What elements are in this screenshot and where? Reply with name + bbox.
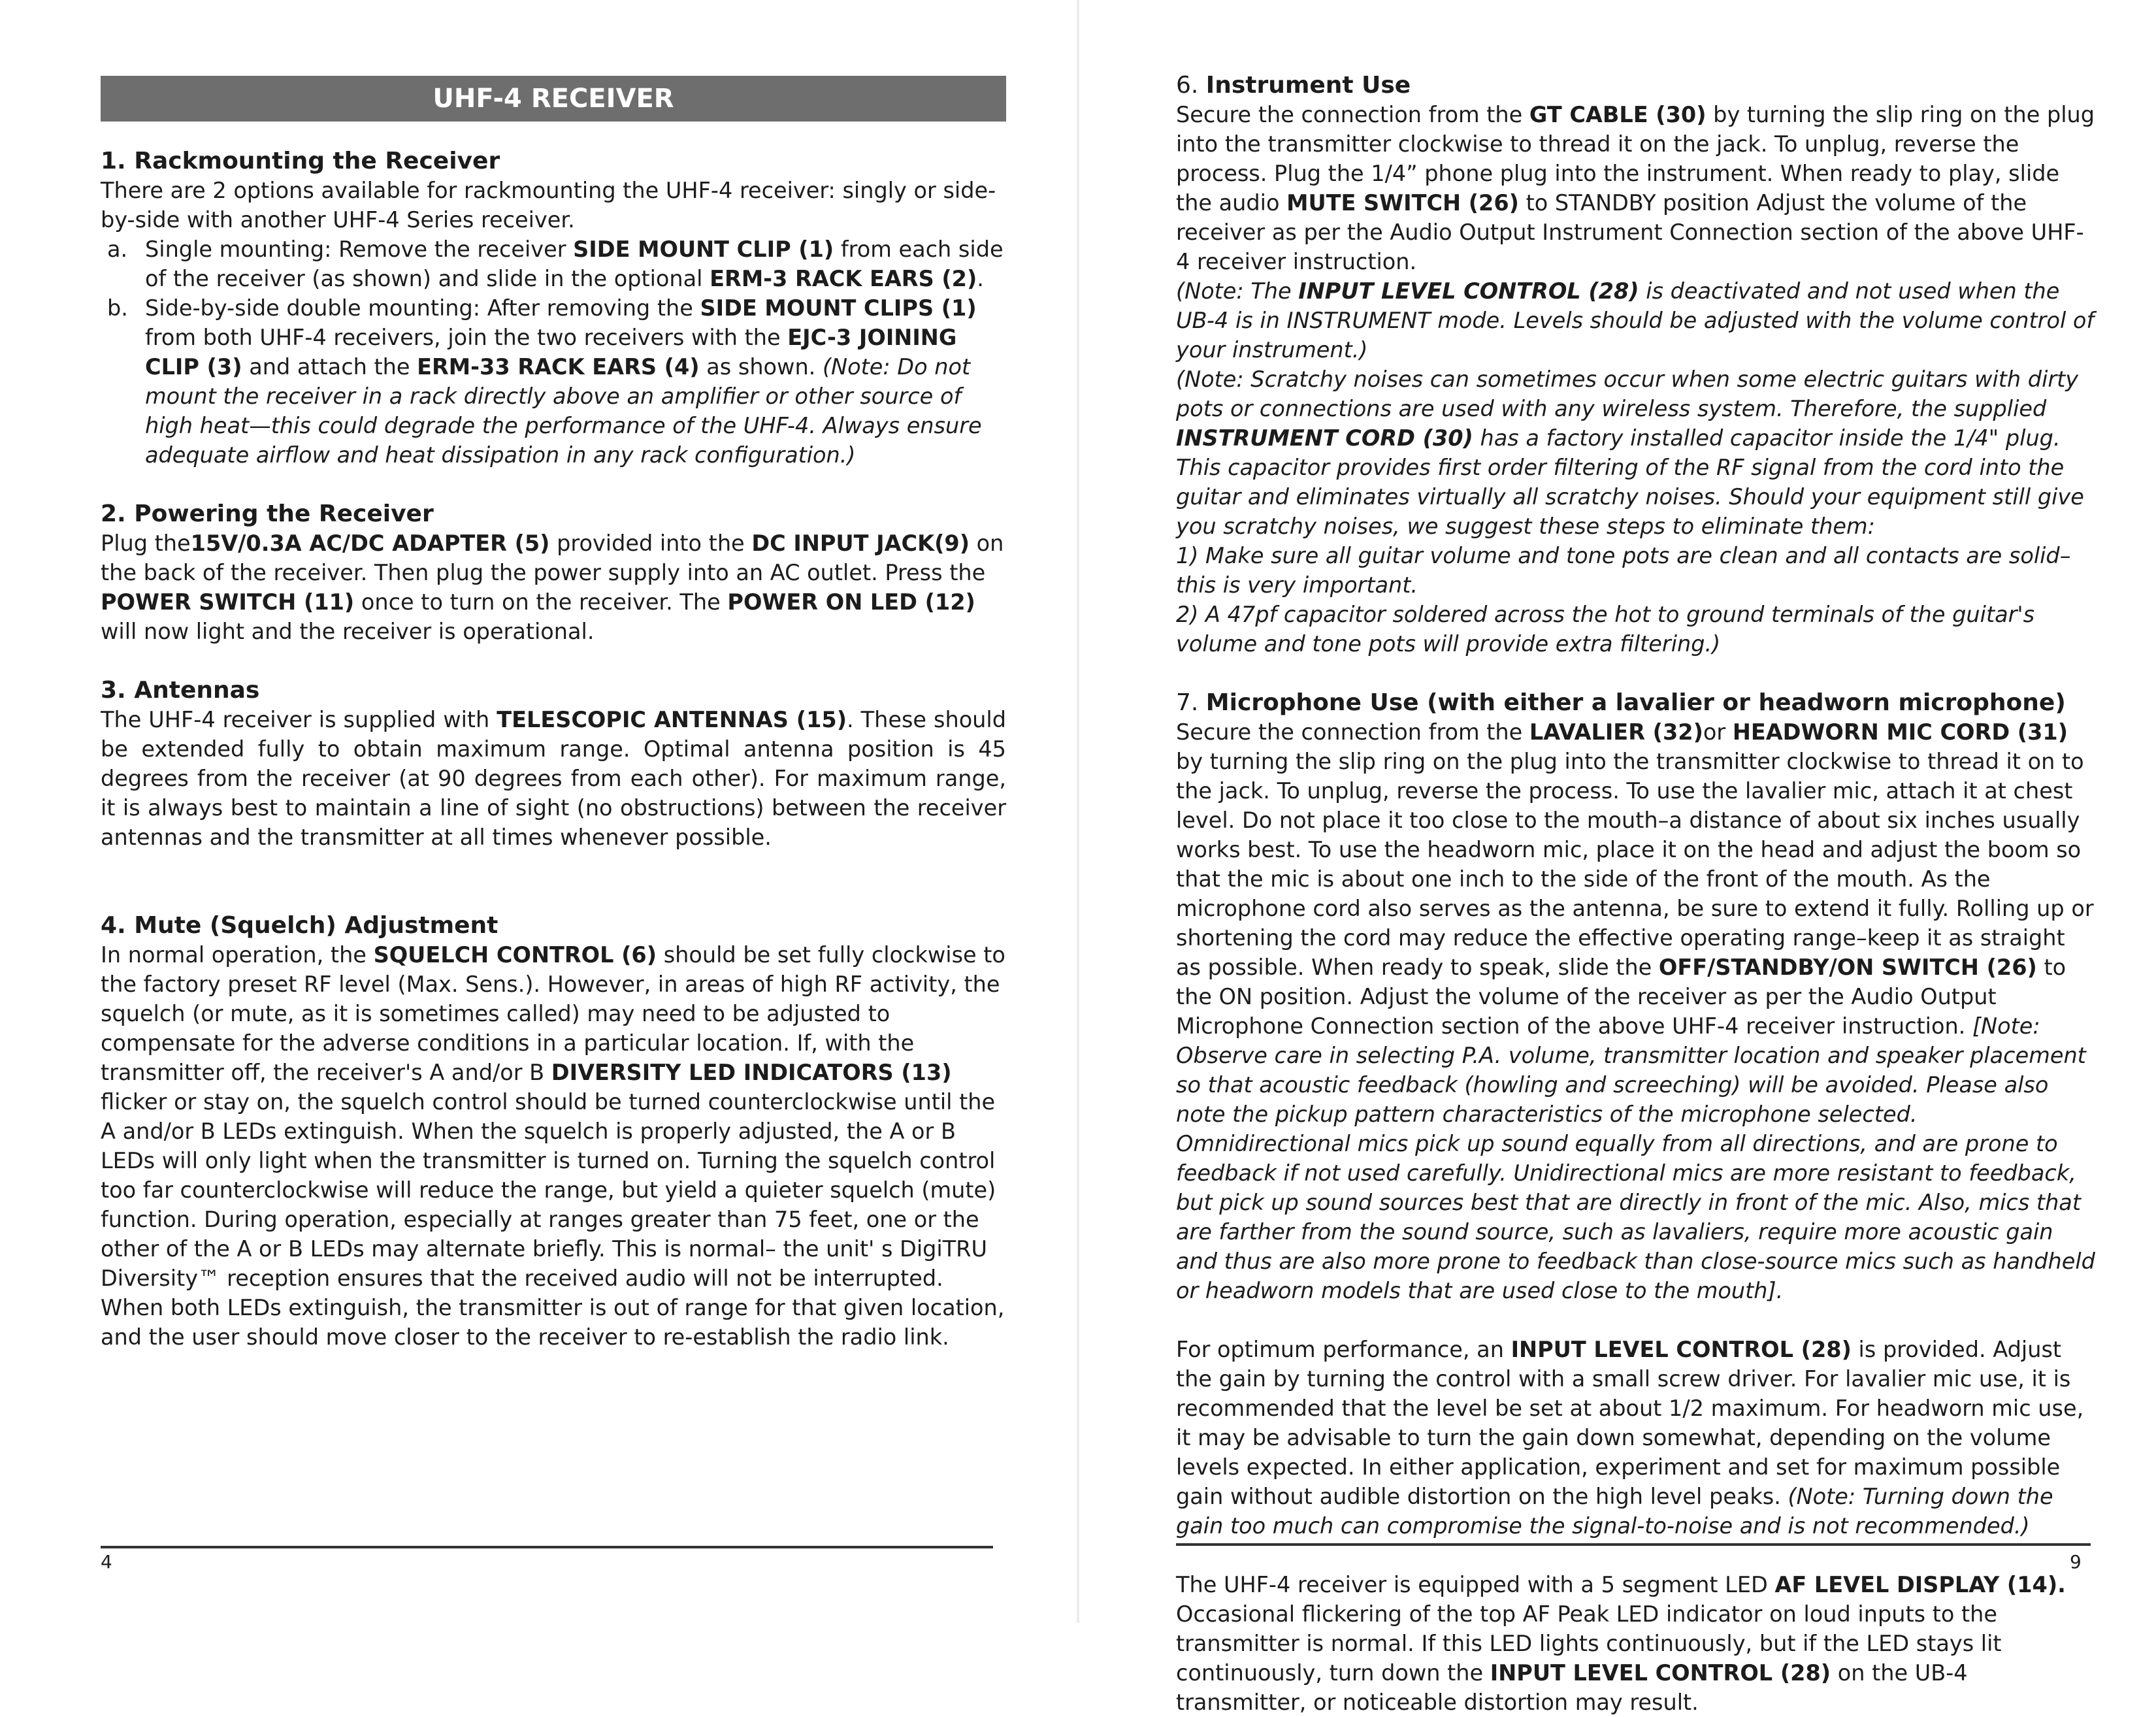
footer-rule	[101, 1546, 993, 1548]
page-number: 4	[101, 1551, 112, 1573]
note-step: 2) A 47pf capacitor soldered across the hot to ground terminals of the guitar's volume and tone pots will provide extra filtering.)	[1176, 602, 2035, 657]
right-page	[1079, 0, 2156, 1715]
section-instrument-use	[1176, 71, 2096, 659]
section-powering	[101, 499, 1006, 646]
section-heading: 2. Powering the Receiver	[101, 500, 434, 527]
paragraph: For optimum performance, an INPUT LEVEL CONTROL (28) is provided. Adjust the gain by turning the control with a small screw driver. For lavalier mic use, it is recommended that the level be set at about 1/2 maximum. For headworn mic use, it may be advisable to turn the gain down somewhat, depending on the volume levels expected. In either application, experiment and set for maximum possible gain without audible distortion on the high level peaks. (Note: Turning down the gain too much can compromise the signal-to-noise and is not recommended.)	[1176, 1337, 2084, 1539]
note: (Note: Scratchy noises can sometimes occur when some electric guitars with dirty pots or connections are used with any wireless system. Therefore, the supplied INSTRUMENT CORD (30) has a factory installed capacitor inside the 1/4" plug. This capacitor provides first order filtering of the RF signal from the cord into the guitar and eliminates virtually all scratchy noises. Should your equipment still give you scratchy noises, we suggest these steps to eliminate them:	[1176, 367, 2084, 539]
paragraph: In normal operation, the SQUELCH CONTROL (6) should be set fully clockwise to the factory preset RF level (Max. Sens.). However, in areas of high RF activity, the squelch (or mute, as it is sometimes called) may need to be adjusted to compensate for the adverse conditions in a particular location. If, with the transmitter off, the receiver's A and/or B DIVERSITY LED INDICATORS (13) flicker or stay on, the squelch control should be turned counterclockwise until the A and/or B LEDs extinguish. When the squelch is properly adjusted, the A or B LEDs will only light when the transmitter is turned on. Turning the squelch control too far counterclockwise will reduce the range, but yield a quieter squelch (mute) function. During operation, especially at ranges greater than 75 feet, one or the other of the A or B LEDs may alternate briefly. This is normal– the unit' s DigiTRU Diversity™ reception ensures that the received audio will not be interrupted. When both LEDs extinguish, the transmitter is out of range for that given location, and the user should move closer to the receiver to re-establish the radio link.	[101, 942, 1005, 1350]
right-column	[1176, 71, 2096, 1717]
section-heading: 1. Rackmounting the Receiver	[101, 148, 500, 174]
paragraph: Secure the connection from the LAVALIER (32)or HEADWORN MIC CORD (31) by turning the slip ring on the plug into the transmitter clockwise to thread it on to the jack. To unplug, reverse the process. To use the lavalier mic, attach it at chest level. Do not place it too close to the mouth–a distance of about six inches usually works best. To use the headworn mic, place it on the head and adjust the boom so that the mic is about one inch to the side of the front of the mouth. As the microphone cord also serves as the antenna, be sure to extend it fully. Rolling up or shortening the cord may reduce the effective operating range–keep it as straight as possible. When ready to speak, slide the OFF/STANDBY/ON SWITCH (26) to the ON position. Adjust the volume of the receiver as per the Audio Output Microphone Connection section of the above UHF-4 receiver instruction. [Note: Observe care in selecting P.A. volume, transmitter location and speaker placement so that acoustic feedback (howling and screeching) will be avoided. Please also note the pickup pattern characteristics of the microphone selected. Omnidirectional mics pick up sound equally from all directions, and are prone to feedback if not used carefully. Unidirectional mics are more resistant to feedback, but pick up sound sources best that are directly in front of the mic. Also, mics that are farther from the sound source, such as lavaliers, require more acoustic gain and thus are also more prone to feedback than close-source mics such as handheld or headworn models that are used close to the mouth].	[1176, 719, 2095, 1303]
paragraph: Plug the15V/0.3A AC/DC ADAPTER (5) provided into the DC INPUT JACK(9) on the back of the receiver. Then plug the power supply into an AC outlet. Press the POWER SWITCH (11) once to turn on the receiver. The POWER ON LED (12) will now light and the receiver is operational.	[101, 531, 1004, 644]
section-mute-squelch	[101, 911, 1006, 1352]
section-antennas	[101, 676, 1006, 852]
section-heading: 7. Microphone Use (with either a lavalier or headworn microphone)	[1176, 689, 2066, 716]
paragraph: There are 2 options available for rackmounting the UHF-4 receiver: singly or side-by-side with another UHF-4 Series receiver.	[101, 178, 996, 233]
paragraph-input-level	[1176, 1335, 2096, 1541]
list-item: a. Single mounting: Remove the receiver SIDE MOUNT CLIP (1) from each side of the receiver (as shown) and slide in the optional ERM-3 RACK EARS (2).	[107, 237, 1004, 291]
list-item: b. Side-by-side double mounting: After removing the SIDE MOUNT CLIPS (1) from both UHF-4 receivers, join the two receivers with the EJC-3 JOINING CLIP (3) and attach the ERM-33 RACK EARS (4) as shown. (Note: Do not mount the receiver in a rack directly above an amplifier or other source of high heat—this could degrade the performance of the UHF-4. Always ensure adequate airflow and heat dissipation in any rack configuration.)	[107, 295, 982, 468]
paragraph: Secure the connection from the GT CABLE (30) by turning the slip ring on the plug into the transmitter clockwise to thread it on the jack. To unplug, reverse the process. Plug the 1/4” phone plug into the instrument. When ready to play, slide the audio MUTE SWITCH (26) to STANDBY position Adjust the volume of the receiver as per the Audio Output Instrument Connection section of the above UHF-4 receiver instruction.	[1176, 102, 2095, 274]
left-column	[101, 73, 1006, 1352]
section-heading: 4. Mute (Squelch) Adjustment	[101, 912, 498, 939]
note-step: 1) Make sure all guitar volume and tone pots are clean and all contacts are solid–this is very important.	[1176, 543, 2071, 598]
paragraph: The UHF-4 receiver is equipped with a 5 segment LED AF LEVEL DISPLAY (14). Occasional flickering of the top AF Peak LED indicator on loud inputs to the transmitter is normal. If this LED lights continuously, but if the LED stays lit continuously, turn down the INPUT LEVEL CONTROL (28) on the UB-4 transmitter, or noticeable distortion may result.	[1176, 1572, 2066, 1715]
paragraph-af-level-display	[1176, 1570, 2096, 1717]
paragraph: The UHF-4 receiver is supplied with TELESCOPIC ANTENNAS (15). These should be extended fully to obtain maximum range. Optimal antenna position is 45 degrees from the receiver (at 90 degrees from each other). For maximum range, it is always best to maintain a line of sight (no obstructions) between the receiver antennas and the transmitter at all times whenever possible.	[101, 707, 1006, 850]
left-page	[0, 0, 1077, 1623]
section-heading: 6. Instrument Use	[1176, 72, 1411, 99]
section-rackmounting	[101, 146, 1006, 470]
note: (Note: The INPUT LEVEL CONTROL (28) is deactivated and not used when the UB-4 is in INSTRUMENT mode. Levels should be adjusted with the volume control of your instrument.)	[1176, 278, 2095, 363]
section-microphone-use	[1176, 688, 2096, 1305]
footer-rule	[1176, 1543, 2091, 1546]
section-title-bar: UHF-4 RECEIVER	[101, 76, 1006, 122]
page-number: 9	[2070, 1551, 2082, 1573]
section-heading: 3. Antennas	[101, 677, 260, 704]
